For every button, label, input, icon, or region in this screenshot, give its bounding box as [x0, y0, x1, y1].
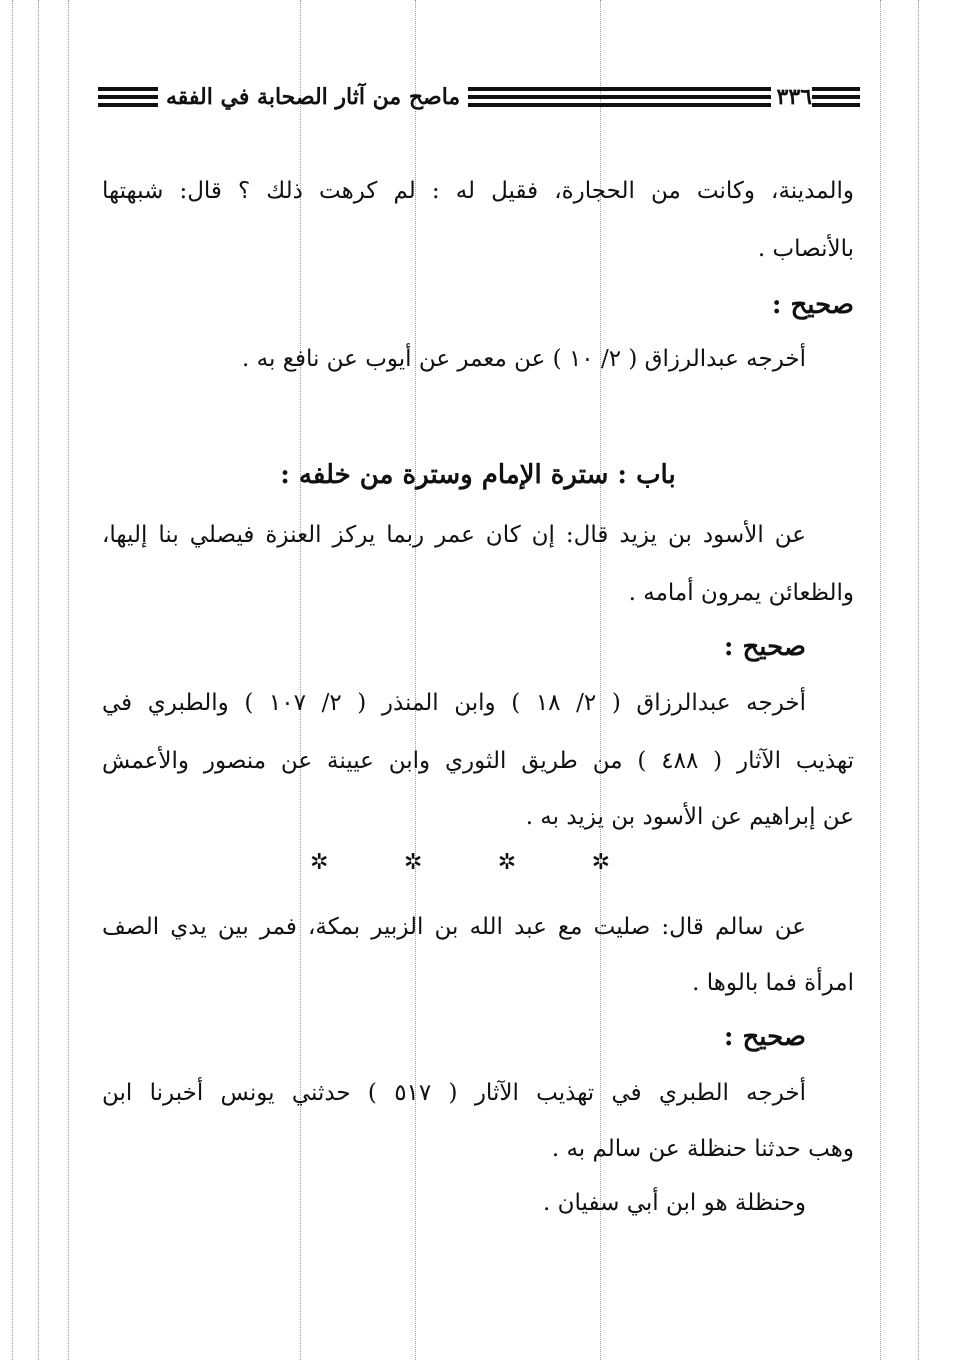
scan-guide-line — [880, 0, 881, 1360]
header-rule-middle — [468, 85, 770, 109]
section-label-sahih: صحيح : — [723, 1022, 806, 1052]
paragraph-line: امرأة فما بالوها . — [692, 970, 854, 996]
paragraph-line: عن إبراهيم عن الأسود بن يزيد به . — [525, 804, 854, 830]
paragraph-line: عن سالم قال: صليت مع عبد الله بن الزبير بمكة، فمر بين يدي الصف — [102, 914, 806, 940]
section-separator — [310, 850, 610, 875]
paragraph-line: تهذيب الآثار ( ٤٨٨ ) من طريق الثوري وابن عيينة عن منصور والأعمش — [102, 748, 854, 774]
asterisk-ornament-icon: ✲ — [591, 850, 610, 875]
paragraph-line: بالأنصاب . — [757, 236, 854, 262]
paragraph-line: أخرجه الطبري في تهذيب الآثار ( ٥١٧ ) حدثني يونس أخبرنا ابن — [102, 1080, 806, 1106]
page-header — [98, 82, 860, 112]
asterisk-ornament-icon: ✲ — [403, 850, 423, 875]
header-rule-right — [812, 85, 860, 109]
chapter-heading: باب : سترة الإمام وسترة من خلفه : — [280, 460, 676, 490]
scan-guide-line — [68, 0, 69, 1360]
paragraph-line: وحنظلة هو ابن أبي سفيان . — [543, 1190, 806, 1216]
section-label-sahih: صحيح : — [771, 290, 854, 320]
paragraph-line: والظعائن يمرون أمامه . — [628, 580, 854, 606]
asterisk-ornament-icon: ✲ — [497, 850, 517, 875]
paragraph-line: عن الأسود بن يزيد قال: إن كان عمر ربما يركز العنزة فيصلي بنا إليها، — [102, 522, 806, 548]
section-label-sahih: صحيح : — [723, 632, 806, 662]
paragraph-line: أخرجه عبدالرزاق ( ٢/ ١٠ ) عن معمر عن أيوب عن نافع به . — [242, 346, 806, 372]
asterisk-ornament-icon: ✲ — [310, 850, 329, 875]
paragraph-line: أخرجه عبدالرزاق ( ٢/ ١٨ ) وابن المنذر ( ٢/ ١٠٧ ) والطبري في — [102, 690, 806, 716]
paragraph-line: وهب حدثنا حنظلة عن سالم به . — [551, 1136, 854, 1162]
scan-guide-line — [12, 0, 13, 1360]
book-title: ماصح من آثار الصحابة في الفقه — [166, 84, 461, 110]
page-number: ٣٣٦ — [776, 84, 812, 110]
header-rule-left — [98, 85, 158, 109]
scan-guide-line — [38, 0, 39, 1360]
scan-guide-line — [918, 0, 919, 1360]
paragraph-line: والمدينة، وكانت من الحجارة، فقيل له : لم كرهت ذلك ؟ قال: شبهتها — [102, 178, 854, 204]
